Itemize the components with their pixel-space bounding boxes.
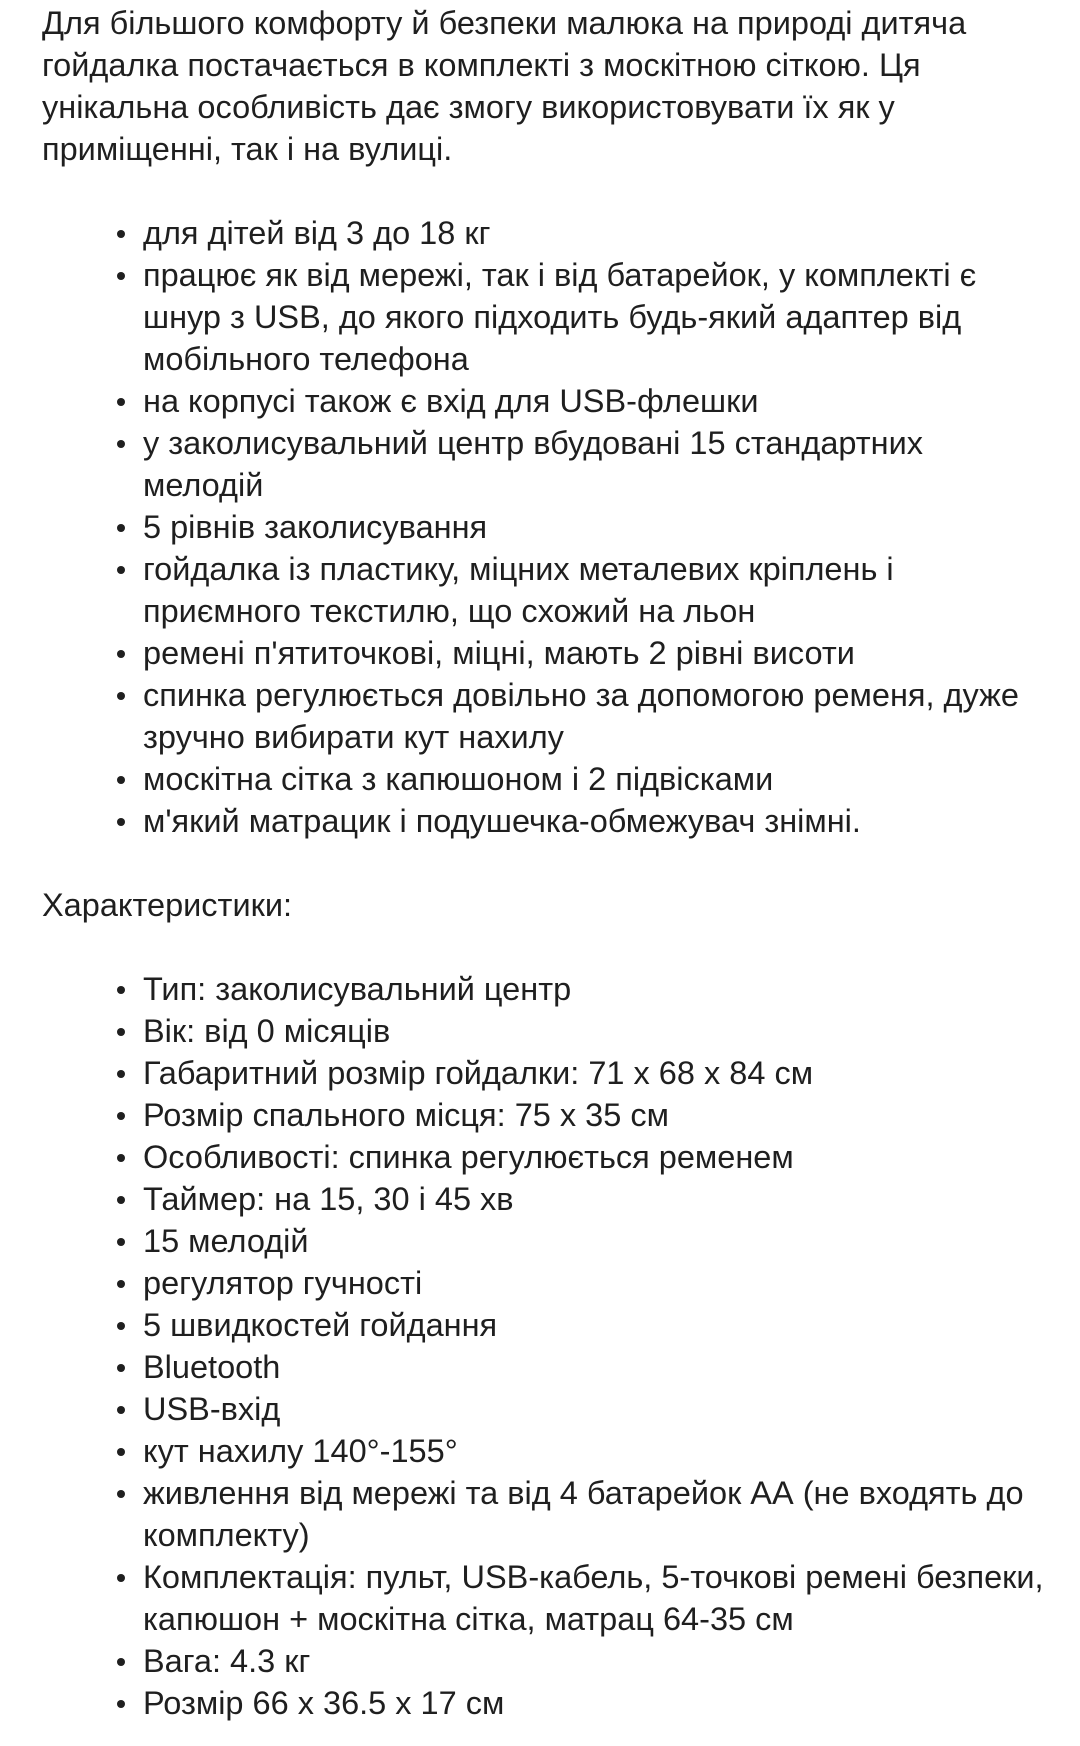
specs-heading: Характеристики:	[42, 887, 293, 923]
list-item: Таймер: на 15, 30 і 45 хв	[143, 1178, 1052, 1220]
list-item: регулятор гучності	[143, 1262, 1052, 1304]
list-item: кут нахилу 140°-155°	[143, 1430, 1052, 1472]
list-item: москітна сітка з капюшоном і 2 підвісками	[143, 758, 1052, 800]
list-item: м'який матрацик і подушечка-обмежувач знімні.	[143, 800, 1052, 842]
list-item: Bluetooth	[143, 1346, 1052, 1388]
list-item: 5 рівнів заколисування	[143, 506, 1052, 548]
list-item: Комплектація: пульт, USB-кабель, 5-точкові ремені безпеки, капюшон + москітна сітка, матрац 64-35 см	[143, 1556, 1052, 1640]
list-item: Тип: заколисувальний центр	[143, 968, 1052, 1010]
list-item: Габаритний розмір гойдалки: 71 х 68 х 84 см	[143, 1052, 1052, 1094]
list-item: Розмір 66 х 36.5 х 17 см	[143, 1682, 1052, 1724]
list-item: 5 швидкостей гойдання	[143, 1304, 1052, 1346]
list-item: Особливості: спинка регулюється ременем	[143, 1136, 1052, 1178]
intro-paragraph: Для більшого комфорту й безпеки малюка на природі дитяча гойдалка постачається в комплекті з москітною сіткою. Ця унікальна особливість дає змогу використовувати їх як у приміщенні, так і на вулиці.	[42, 5, 967, 167]
list-item: гойдалка із пластику, міцних металевих кріплень і приємного текстилю, що схожий на льон	[143, 548, 1052, 632]
list-item: для дітей від 3 до 18 кг	[143, 212, 1052, 254]
list-item: 15 мелодій	[143, 1220, 1052, 1262]
specs-list	[42, 968, 1052, 1724]
list-item: спинка регулюється довільно за допомогою ременя, дуже зручно вибирати кут нахилу	[143, 674, 1052, 758]
list-item: Розмір спального місця: 75 х 35 см	[143, 1094, 1052, 1136]
list-item: USB-вхід	[143, 1388, 1052, 1430]
product-description	[42, 0, 1052, 1724]
list-item: працює як від мережі, так і від батарейок, у комплекті є шнур з USB, до якого підходить будь-який адаптер від мобільного телефона	[143, 254, 1052, 380]
list-item: Вік: від 0 місяців	[143, 1010, 1052, 1052]
list-item: живлення від мережі та від 4 батарейок АА (не входять до комплекту)	[143, 1472, 1052, 1556]
list-item: ремені п'ятиточкові, міцні, мають 2 рівні висоти	[143, 632, 1052, 674]
features-list	[42, 212, 1052, 842]
list-item: Вага: 4.3 кг	[143, 1640, 1052, 1682]
list-item: на корпусі також є вхід для USB-флешки	[143, 380, 1052, 422]
list-item: у заколисувальний центр вбудовані 15 стандартних мелодій	[143, 422, 1052, 506]
